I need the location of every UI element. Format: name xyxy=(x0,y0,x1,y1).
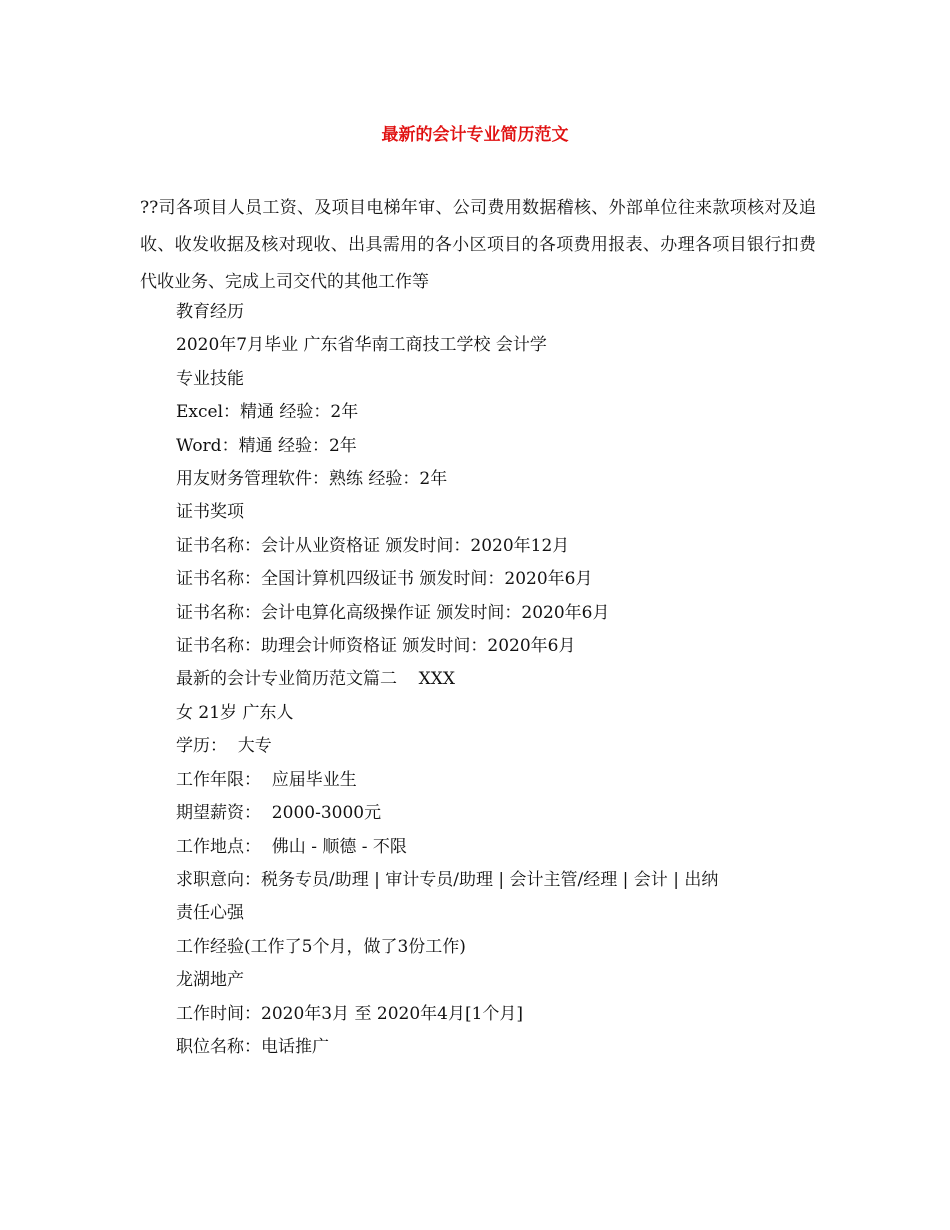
certificate-item: 证书名称：会计电算化高级操作证 颁发时间：2020年6月 xyxy=(176,602,610,623)
section-heading-education: 教育经历 xyxy=(176,302,244,322)
document-body xyxy=(140,296,816,1064)
certificate-item: 证书名称：会计从业资格证 颁发时间：2020年12月 xyxy=(176,535,570,556)
self-evaluation: 责任心强 xyxy=(176,903,244,924)
expected-salary: 期望薪资： 2000-3000元 xyxy=(176,803,382,824)
document-title: 最新的会计专业简历范文 xyxy=(381,125,569,145)
section-heading-certificates: 证书奖项 xyxy=(176,502,244,523)
work-experience-summary: 工作经验(工作了5个月，做了3份工作) xyxy=(176,936,466,957)
work-years: 工作年限： 应届毕业生 xyxy=(176,769,357,790)
job-title: 职位名称：电话推广 xyxy=(176,1036,329,1057)
work-period: 工作时间：2020年3月 至 2020年4月[1个月] xyxy=(176,1003,524,1024)
personal-info: 女 21岁 广东人 xyxy=(176,702,294,723)
intro-paragraph: ??司各项目人员工资、及项目电梯年审、公司费用数据稽核、外部单位往来款项核对及追收、收发收据及核对现收、出具需用的各小区项目的各项费用报表、办理各项目银行扣费代收业务、完成上司交代的其他工作等 xyxy=(140,198,816,292)
certificate-item: 证书名称：助理会计师资格证 颁发时间：2020年6月 xyxy=(176,636,576,657)
section-heading-part-two: 最新的会计专业简历范文篇二 XXX xyxy=(176,669,455,690)
skill-word: Word：精通 经验：2年 xyxy=(176,435,357,456)
certificate-item: 证书名称：全国计算机四级证书 颁发时间：2020年6月 xyxy=(176,569,593,590)
education-level: 学历： 大专 xyxy=(176,736,272,757)
company-name: 龙湖地产 xyxy=(176,970,244,991)
education-entry: 2020年7月毕业 广东省华南工商技工学校 会计学 xyxy=(176,335,547,356)
work-location: 工作地点： 佛山 - 顺德 - 不限 xyxy=(176,836,407,857)
job-intention: 求职意向：税务专员/助理 | 审计专员/助理 | 会计主管/经理 | 会计 | 出纳 xyxy=(176,869,719,890)
skill-excel: Excel：精通 经验：2年 xyxy=(176,402,359,423)
skill-yonyou: 用友财务管理软件：熟练 经验：2年 xyxy=(176,469,448,490)
section-heading-skills: 专业技能 xyxy=(176,368,244,389)
